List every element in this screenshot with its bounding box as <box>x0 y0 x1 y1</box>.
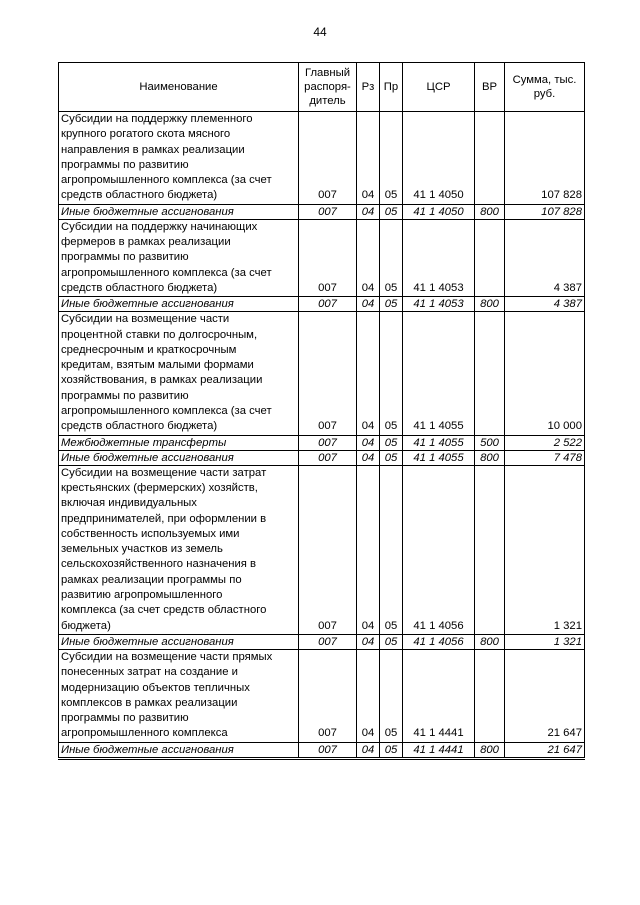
row-target-article: 41 1 4055 <box>403 312 475 435</box>
row-amount: 4 387 <box>505 219 585 296</box>
row-amount: 4 387 <box>505 297 585 312</box>
row-expense-type: 800 <box>475 450 505 465</box>
row-expense-type <box>475 219 505 296</box>
page-number: 44 <box>313 25 327 39</box>
row-amount: 107 828 <box>505 204 585 219</box>
row-section: 04 <box>357 742 380 758</box>
row-target-article: 41 1 4053 <box>403 219 475 296</box>
row-subsection: 05 <box>380 465 403 634</box>
row-subsection: 05 <box>380 312 403 435</box>
row-chief-manager: 007 <box>299 435 357 450</box>
row-chief-manager: 007 <box>299 742 357 758</box>
header-name: Наименование <box>59 63 299 112</box>
row-section: 04 <box>357 112 380 205</box>
table-row <box>59 312 585 435</box>
row-subsection: 05 <box>380 112 403 205</box>
row-subsection: 05 <box>380 435 403 450</box>
row-amount: 1 321 <box>505 634 585 649</box>
row-target-article: 41 1 4050 <box>403 112 475 205</box>
header-expense-type: ВР <box>475 63 505 112</box>
header-target-article: ЦСР <box>403 63 475 112</box>
table-header-row <box>59 63 585 112</box>
row-expense-type: 800 <box>475 204 505 219</box>
table-row <box>59 112 585 205</box>
table-row <box>59 219 585 296</box>
header-subsection: Пр <box>380 63 403 112</box>
row-expense-type <box>475 649 505 742</box>
row-section: 04 <box>357 634 380 649</box>
row-chief-manager: 007 <box>299 204 357 219</box>
row-section: 04 <box>357 297 380 312</box>
row-target-article: 41 1 4056 <box>403 634 475 649</box>
row-amount: 10 000 <box>505 312 585 435</box>
budget-table <box>58 62 585 760</box>
row-expense-type: 800 <box>475 742 505 758</box>
row-amount: 2 522 <box>505 435 585 450</box>
row-expense-type <box>475 112 505 205</box>
row-name: Субсидии на поддержку племенного крупного рогатого скота мясного направления в рамках реализации программы по развитию агропромышленного комплекса (за счет средств областного бюджета) <box>59 112 299 205</box>
row-section: 04 <box>357 204 380 219</box>
row-name: Субсидии на поддержку начинающих фермеров в рамках реализации программы по развитию агропромышленного комплекса (за счет средств областного бюджета) <box>59 219 299 296</box>
table-row <box>59 742 585 758</box>
row-chief-manager: 007 <box>299 465 357 634</box>
row-chief-manager: 007 <box>299 219 357 296</box>
row-subsection: 05 <box>380 204 403 219</box>
row-chief-manager: 007 <box>299 112 357 205</box>
header-amount: Сумма, тыс. руб. <box>505 63 585 112</box>
row-expense-type <box>475 312 505 435</box>
header-section: Рз <box>357 63 380 112</box>
row-target-article: 41 1 4053 <box>403 297 475 312</box>
row-target-article: 41 1 4441 <box>403 649 475 742</box>
row-section: 04 <box>357 649 380 742</box>
row-subsection: 05 <box>380 219 403 296</box>
row-amount: 21 647 <box>505 742 585 758</box>
table-row <box>59 634 585 649</box>
row-chief-manager: 007 <box>299 649 357 742</box>
row-name: Межбюджетные трансферты <box>59 435 299 450</box>
row-subsection: 05 <box>380 649 403 742</box>
row-name: Субсидии на возмещение части затрат крестьянских (фермерских) хозяйств, включая индивидуальных предпринимателей, при оформлении в собственность используемых ими земельных участков из земель сельскохозяйственного назначения в рамках реализации программы по развитию агропромышленного комплекса (за счет средств областного бюджета) <box>59 465 299 634</box>
row-chief-manager: 007 <box>299 450 357 465</box>
row-target-article: 41 1 4441 <box>403 742 475 758</box>
row-name: Субсидии на возмещение части процентной ставки по долгосрочным, среднесрочным и краткосрочным кредитам, взятым малыми формами хозяйствования, в рамках реализации программы по развитию агропромышленного комплекса (за счет средств областного бюджета) <box>59 312 299 435</box>
row-target-article: 41 1 4055 <box>403 450 475 465</box>
row-section: 04 <box>357 219 380 296</box>
row-subsection: 05 <box>380 742 403 758</box>
row-subsection: 05 <box>380 297 403 312</box>
table-row <box>59 297 585 312</box>
row-section: 04 <box>357 312 380 435</box>
row-expense-type <box>475 465 505 634</box>
row-target-article: 41 1 4050 <box>403 204 475 219</box>
row-name: Иные бюджетные ассигнования <box>59 742 299 758</box>
row-section: 04 <box>357 450 380 465</box>
row-subsection: 05 <box>380 634 403 649</box>
row-name: Иные бюджетные ассигнования <box>59 297 299 312</box>
row-target-article: 41 1 4055 <box>403 435 475 450</box>
row-expense-type: 800 <box>475 634 505 649</box>
table-row <box>59 204 585 219</box>
row-chief-manager: 007 <box>299 634 357 649</box>
row-amount: 7 478 <box>505 450 585 465</box>
header-chief-manager: Главный распоря-дитель <box>299 63 357 112</box>
row-chief-manager: 007 <box>299 312 357 435</box>
table-row <box>59 450 585 465</box>
table-row <box>59 649 585 742</box>
row-section: 04 <box>357 435 380 450</box>
row-name: Иные бюджетные ассигнования <box>59 450 299 465</box>
row-chief-manager: 007 <box>299 297 357 312</box>
row-subsection: 05 <box>380 450 403 465</box>
table-row <box>59 465 585 634</box>
row-name: Субсидии на возмещение части прямых понесенных затрат на создание и модернизацию объектов тепличных комплексов в рамках реализации программы по развитию агропромышленного комплекса <box>59 649 299 742</box>
row-expense-type: 800 <box>475 297 505 312</box>
table-row <box>59 435 585 450</box>
row-section: 04 <box>357 465 380 634</box>
row-amount: 21 647 <box>505 649 585 742</box>
row-name: Иные бюджетные ассигнования <box>59 204 299 219</box>
row-amount: 1 321 <box>505 465 585 634</box>
row-name: Иные бюджетные ассигнования <box>59 634 299 649</box>
row-expense-type: 500 <box>475 435 505 450</box>
row-amount: 107 828 <box>505 112 585 205</box>
row-target-article: 41 1 4056 <box>403 465 475 634</box>
